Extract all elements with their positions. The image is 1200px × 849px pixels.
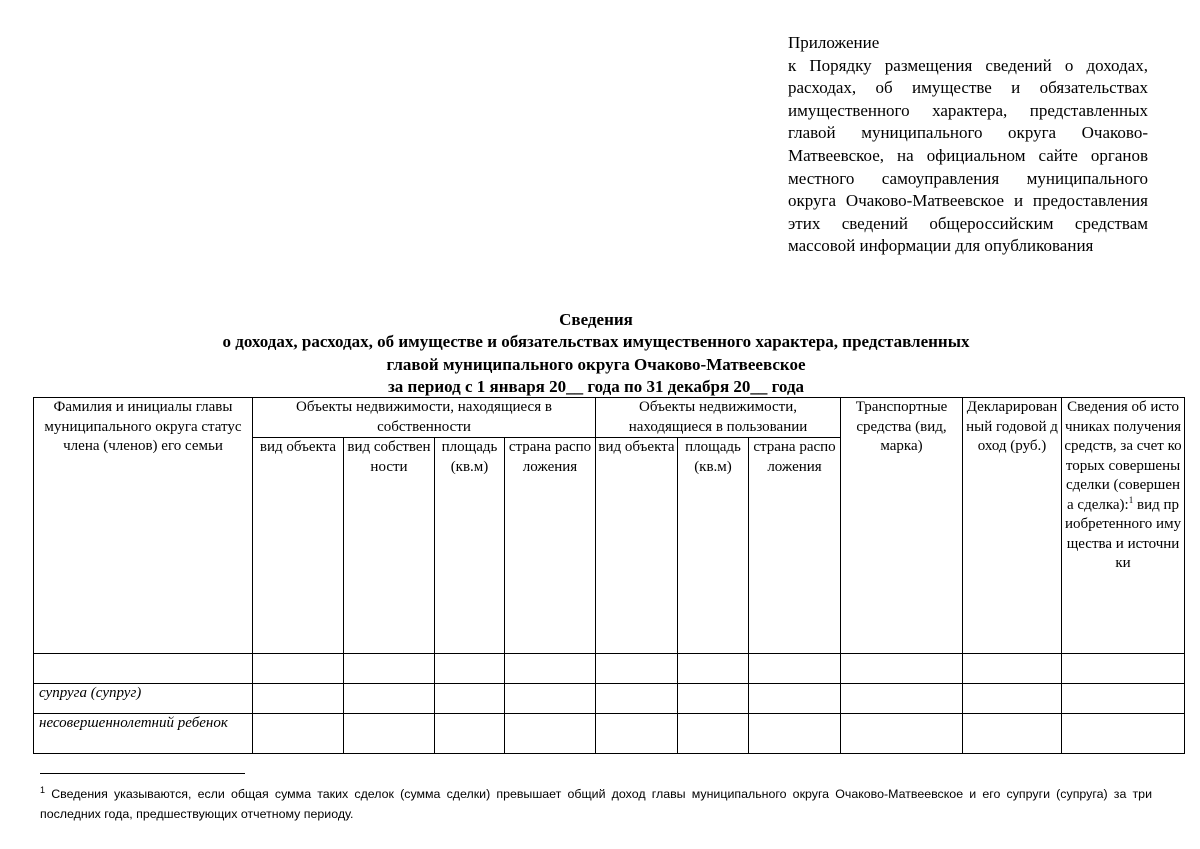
table-row-spouse [34, 684, 1185, 714]
header-used-group: Объекты недвижимости, находящиеся в пользовании [596, 398, 841, 438]
header-owned-area: площадь (кв.м) [435, 438, 505, 654]
row-label [34, 654, 253, 684]
footnote-mark: 1 [40, 784, 46, 795]
appendix-text: к Порядку размещения сведений о доходах, расходах, об имуществе и обязательствах имущественного характера, представленных главой муниципального округа Очаково-Матвеевское, на официальном сайте органов местного самоуправления муниципального округа Очаково-Матвеевское и предоставления этих сведений общероссийским средствам массовой информации для опубликования [788, 55, 1148, 256]
header-sources [1062, 398, 1185, 654]
row-label: супруга (супруг) [34, 684, 253, 714]
header-income: Декларированный годовой доход (руб.) [963, 398, 1062, 654]
header-owned-type: вид объекта [253, 438, 344, 654]
table-row-declarant [34, 654, 1185, 684]
heading-period: за период с 1 января 20__ года по 31 декабря 20__ года [387, 376, 805, 396]
header-owned-country: страна расположения [505, 438, 596, 654]
row-label: несовершеннолетний ребенок [34, 714, 253, 754]
header-sources-tail: вид приобретенного имущества и источники [1064, 496, 1182, 571]
heading-line-3: главой муниципального округа Очаково-Матвеевское [386, 354, 806, 374]
header-name: Фамилия и инициалы главы муниципального округа статус члена (членов) его семьи [34, 398, 253, 654]
footnote-separator [40, 773, 245, 774]
declaration-table [33, 397, 1185, 754]
appendix-block [788, 32, 1148, 258]
header-owned-group: Объекты недвижимости, находящиеся в собственности [253, 398, 596, 438]
header-transport: Транспортные средства (вид, марка) [841, 398, 963, 654]
table-row-child [34, 714, 1185, 754]
header-sources-footnote-mark: 1 [1128, 494, 1134, 505]
document-heading [0, 309, 1192, 398]
header-used-country: страна расположения [749, 438, 841, 654]
appendix-title: Приложение [788, 33, 880, 52]
header-used-type: вид объекта [596, 438, 678, 654]
header-row-1 [34, 398, 1185, 438]
heading-title: Сведения [559, 310, 633, 329]
heading-line-2: о доходах, расходах, об имуществе и обязательствах имущественного характера, представленных [222, 332, 970, 352]
footnote-text: Сведения указываются, если общая сумма таких сделок (сумма сделки) превышает общий доход главы муниципального округа Очаково-Матвеевское и его супруги (супруга) за три последних года, предшествующих отчетному периоду. [40, 787, 1152, 821]
header-sources-text: Сведения об источниках получения средств, за счет которых совершены сделки (совершена сделка): [1064, 399, 1182, 513]
header-used-area: площадь (кв.м) [678, 438, 749, 654]
header-owned-ownership: вид собственности [344, 438, 435, 654]
footnote [40, 784, 1152, 824]
